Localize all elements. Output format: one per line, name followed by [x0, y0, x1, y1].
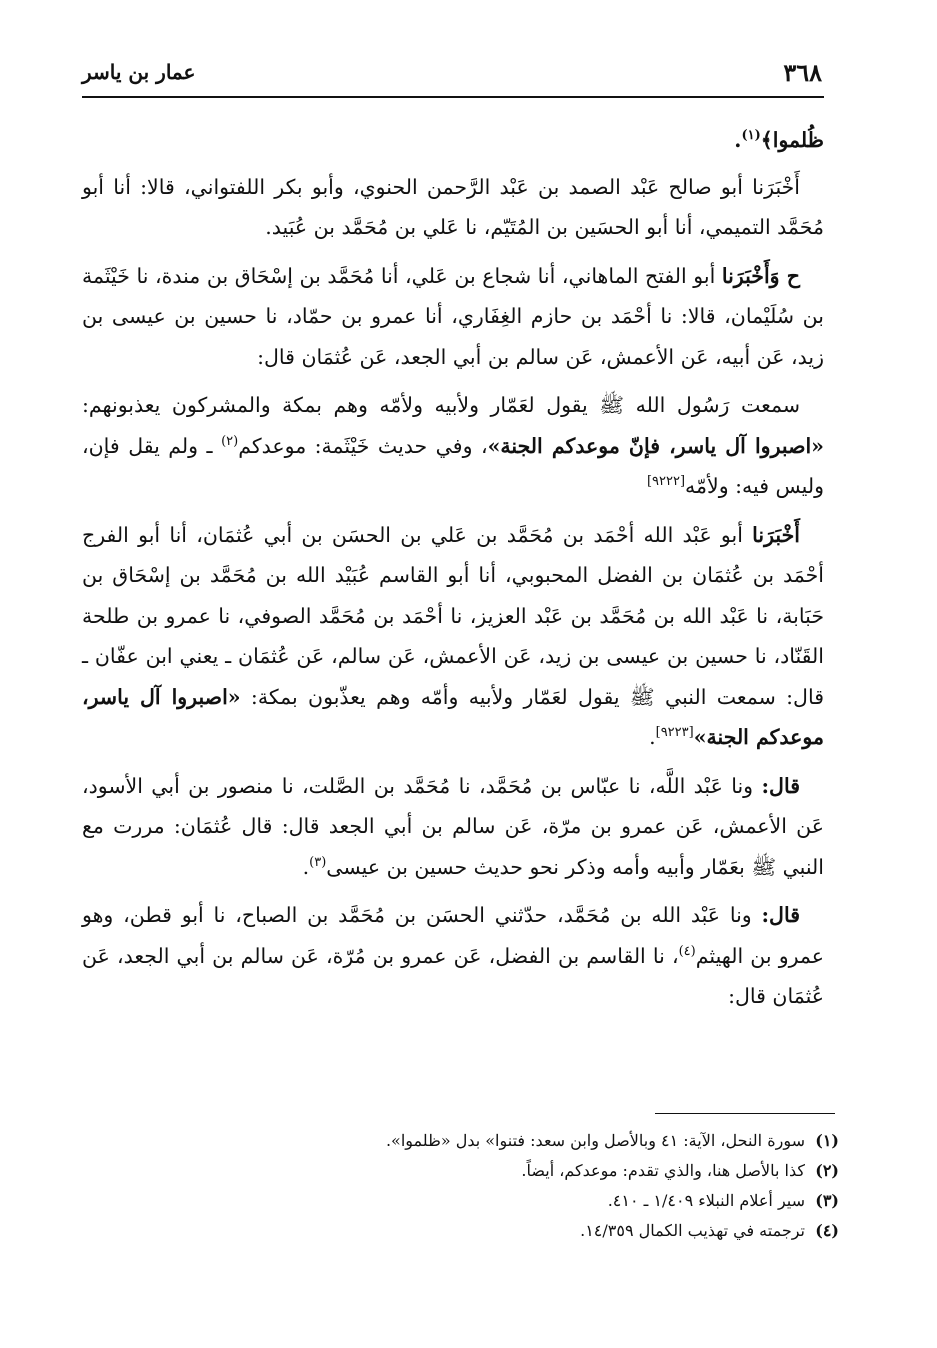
quran-verse-ending: ظُلموا﴾$^{(١)}$. [734, 128, 824, 152]
hadith-text-1: سمعت رَسُول الله ﷺ يقول لعَمّار ولأبيه ولأمّه وهم بمكة والمشركون يعذبونهم: «اصبروا آل ياسر، فإنّ موعدكم الجنة»، وفي حديث خَيْثَمة: موعدكم$^{(٢)}$ ـ ولم يقل فإن، وليس فيه: ولأمّه[٩٢٢٢] [82, 393, 824, 498]
hadith-quote: «اصبروا آل ياسر، فإنّ موعدكم الجنة» [487, 433, 824, 458]
footnote-ref-2: (٢) [221, 433, 239, 449]
page-header [82, 58, 822, 98]
footnote-4: (٤)ترجمته في تهذيب الكمال ١٤/٣٥٩. [580, 1221, 839, 1240]
footnote-1: (١)سورة النحل، الآية: ٤١ وبالأصل وابن سعد: فتنوا» بدل «ظلموا». [385, 1131, 839, 1150]
footnote-ref-1: (١) [741, 128, 761, 144]
footnote-3: (٣)سير أعلام النبلاء ١/٤٠٩ ـ ٤١٠. [607, 1191, 839, 1210]
footnotes [119, 1126, 839, 1246]
isnad-paragraph-3: أَخْبَرَنا أبو عَبْد الله أحْمَد بن مُحَمَّد بن عَلي بن الحسَن بن أبي عُثمَان، أنا أبو الفرج أحْمَد بن عُثمَان بن الفضل المحبوبي، أنا أبو القاسم عُبَيْد الله بن مُحَمَّد بن إسْحَاق بن حَبَابة، نا عَبْد الله بن مُحَمَّد بن عَبْد العزيز، نا أحْمَد بن مُحَمَّد الصوفي، نا عمرو بن طلحة القَنّاد، نا حسين بن عيسى بن زيد، عَن الأعمش، عَن سالم، عَن عُثمَان ـ يعني ابن عفّان ـ قال: سمعت النبي ﷺ يقول لعَمّار ولأبيه وأمّه وهم يعذّبون بمكة: «اصبروا آل ياسر، موعدكم الجنة»[٩٢٢٣]. [82, 522, 824, 749]
isnad-paragraph-4: قال: ونا عَبْد اللَّه، نا عبّاس بن مُحَمَّد، نا مُحَمَّد بن الصَّلت، نا منصور بن أبي الأسود، عَن الأعمش، عَن عمرو بن مرّة، عَن سالم بن أبي الجعد قال: قال عُثمَان: مررت مع النبي ﷺ بعَمّار وأبيه وأمه وذكر نحو حديث حسين بن عيسى$^{(٣)}$. [82, 773, 824, 879]
lead-word: أَخْبَرَنا [752, 522, 800, 547]
header-rule [82, 96, 824, 98]
main-text [82, 120, 824, 1025]
running-title: عمار بن ياسر [82, 60, 196, 84]
isnad-paragraph-1: أَخْبَرَنا أبو صالح عَبْد الصمد بن عَبْد الرَّحمن الحنوي، وأبو بكر اللفتواني، قالا: أنا أبو مُحَمَّد التميمي، أنا أبو الحسَين بن المُتَيّم، نا عَلي بن مُحَمَّد بن عُبَيد. [82, 174, 824, 239]
footnote-ref-3: (٣) [309, 854, 327, 870]
footnote-ref-4: (٤) [678, 943, 696, 959]
footnote-separator [655, 1113, 835, 1114]
lead-word: ح وَأَخْبَرَنا [721, 263, 801, 288]
hadith-number: [٩٢٢٣] [655, 725, 694, 741]
isnad-paragraph-2: ح وَأَخْبَرَنا أبو الفتح الماهاني، أنا شجاع بن عَلي، أنا مُحَمَّد بن إسْحَاق بن مندة، نا خَيْثَمة بن سُلَيْمان، قالا: نا أحْمَد بن حازم الغِفَاري، أنا عمرو بن حمّاد، نا حسين بن عيسى بن زيد، عَن أبيه، عَن الأعمش، عَن سالم بن أبي الجعد، عَن عُثمَان قال: [82, 263, 824, 369]
page-number: ٣٦٨ [783, 58, 822, 87]
isnad-paragraph-5: قال: ونا عَبْد الله بن مُحَمَّد، حدّثني الحسَن بن مُحَمَّد بن الصباح، نا أبو قطن، وهو عمرو بن الهيثم$^{(٤)}$، نا القاسم بن الفضل، عَن عمرو بن مُرّة، عَن سالم بن أبي الجعد، عَن عُثمَان قال: [82, 903, 824, 1008]
footnote-2: (٢)كذا بالأصل هنا، والذي تقدم: موعدكم، أيضاً. [521, 1161, 839, 1180]
hadith-number: [٩٢٢٢] [646, 474, 686, 490]
lead-word: قال: [761, 903, 800, 927]
lead-word: قال: [761, 773, 800, 798]
hadith-quote: «اصبروا آل ياسر، موعدكم الجنة» [82, 684, 824, 749]
